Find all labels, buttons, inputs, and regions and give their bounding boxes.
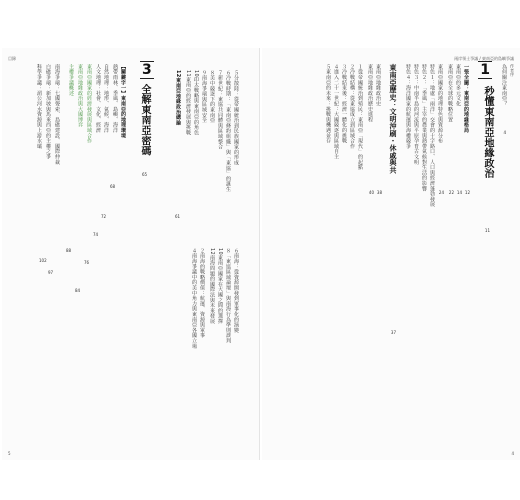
toc-entry[interactable]: 特色１：地處「兩洋」交會的十字路口、人口與經濟蓬勃發展 bbox=[429, 64, 435, 208]
running-head: 目錄 bbox=[8, 56, 16, 61]
toc-entry[interactable]: 東南亞地緣政治史 bbox=[375, 64, 381, 107]
toc-entry[interactable]: ２南海的戰略價值：航運、資源與軍事 bbox=[199, 248, 205, 339]
toc-entry[interactable]: 特色４：海洋國家的航運與海權競爭 bbox=[405, 64, 411, 149]
part-title[interactable]: 全解東南亞密碼 bbox=[139, 84, 150, 157]
toc-entry[interactable]: ３冷戰結束後：經濟一體化的挑戰 bbox=[341, 64, 347, 144]
toc-entry[interactable]: 10印太戰略與東南亞的角色 bbox=[193, 70, 199, 136]
folio: 4 bbox=[511, 451, 514, 456]
page-number: 102 bbox=[39, 258, 47, 263]
page-number: 76 bbox=[84, 260, 90, 265]
page-number: 22 bbox=[448, 190, 454, 195]
page-number: 38 bbox=[376, 190, 382, 195]
page-number: 74 bbox=[93, 232, 99, 237]
toc-entry[interactable]: ７新世紀：東協共同體與區域整合 bbox=[217, 70, 223, 150]
folio: 5 bbox=[8, 451, 11, 456]
toc-entry[interactable]: 科學爭議：湄公河水資源與上游水壩 bbox=[36, 64, 42, 149]
page-number: 72 bbox=[101, 214, 107, 219]
toc-entry[interactable]: ６冷戰時期：「東南亞條約組織」與「東協」的誕生 bbox=[225, 70, 231, 192]
toc-entry[interactable]: 【關鍵字一】東南亞的地理環境 bbox=[120, 64, 126, 139]
toc-entry[interactable]: 特色３：中南半島的河流與平原孕育古文明 bbox=[413, 64, 419, 165]
part-title[interactable]: 秒懂東南亞地緣政治 bbox=[482, 86, 493, 179]
page-number: 88 bbox=[66, 248, 72, 253]
page-number: 65 bbox=[142, 172, 148, 177]
toc-entry[interactable]: 特色２：「季風」主宰的農業與熱帶氣候對生活的影響 bbox=[421, 64, 427, 192]
toc-entry[interactable]: 東南亞地緣政治與大國博弈 bbox=[77, 64, 83, 128]
toc-entry[interactable]: １從帝國統治到殖民：東南亞「現代」的起點 bbox=[357, 64, 363, 170]
toc-entry[interactable]: 東南亞國家的經濟發展與區域合作 bbox=[86, 64, 92, 144]
toc-entry[interactable]: 一張全圖：東南亞的地緣格局 bbox=[463, 64, 469, 133]
part-number: 1 bbox=[480, 62, 490, 78]
toc-entry[interactable]: ４南海爭議中的美中角力與東南亞各國立場 bbox=[191, 248, 197, 349]
toc-entry[interactable]: 12南海問題的國際法與未來發展 bbox=[209, 248, 215, 324]
running-head: 兩岸領土爭議 / 東南亞的島嶼爭議 bbox=[454, 56, 514, 61]
toc-entry[interactable]: 人文地理：社會、文化、經濟 bbox=[95, 64, 101, 133]
page-number: 37 bbox=[390, 330, 396, 335]
toc-entry[interactable]: ６南海：從資源開發到軍事化的演變 bbox=[233, 248, 239, 333]
toc-entry[interactable]: 熱帶雨林、季風、島嶼、海洋 bbox=[112, 64, 118, 133]
toc-entry[interactable]: 東南亞國家的地理特色與資源分布 bbox=[437, 64, 443, 144]
toc-entry[interactable]: ９南海爭端與區域安全 bbox=[201, 70, 207, 123]
toc-entry[interactable]: 10東南亞國家在大國之間的選擇 bbox=[217, 248, 223, 324]
toc-entry[interactable]: ４進入二十一世紀：大國競逐與區域自主 bbox=[333, 64, 339, 160]
toc-entry[interactable]: 主權爭議概述 bbox=[68, 64, 74, 96]
toc-entry[interactable]: 南海爭端：七國聲索、島礁建設、國際仲裁 bbox=[54, 64, 60, 165]
left-page bbox=[2, 48, 260, 460]
toc-entry[interactable]: ８「東協區域論壇」與南海行為準則談判 bbox=[225, 248, 231, 344]
page-number: 68 bbox=[110, 184, 116, 189]
toc-entry[interactable]: 自然地理：地形、氣候、海洋 bbox=[103, 64, 109, 133]
front-matter-title[interactable]: 為何關注東南亞？ bbox=[501, 64, 507, 107]
page-number: 24 bbox=[438, 190, 444, 195]
page-number: 12 bbox=[464, 190, 470, 195]
page-number: 14 bbox=[456, 190, 462, 195]
gutter bbox=[259, 48, 260, 460]
section-title[interactable]: 東南亞歷史：文明沖刷・休戚與共 bbox=[389, 64, 397, 174]
front-matter-label: 作者序 bbox=[510, 64, 515, 77]
toc-entry[interactable]: ２冷戰結構：從東協成立到區域合作 bbox=[349, 64, 355, 149]
toc-entry[interactable]: 東南亞的多元文化 bbox=[455, 64, 461, 107]
toc-entry[interactable]: ５東南亞的未來：挑戰與機遇並存 bbox=[325, 64, 331, 144]
toc-entry[interactable]: ８美中競逐下的東南亞 bbox=[209, 70, 215, 123]
page-number: 40 bbox=[368, 190, 374, 195]
toc-entry[interactable]: 東南亞地緣政治歷史進程 bbox=[367, 64, 373, 123]
page-number: 84 bbox=[75, 288, 81, 293]
part-number: 3 bbox=[142, 62, 152, 78]
toc-entry[interactable]: 東南亞在全球的戰略位置 bbox=[447, 64, 453, 123]
toc-entry[interactable]: ５分散陸：從帝國統治到民族國家的形成 bbox=[233, 70, 239, 166]
page-number: 4 bbox=[503, 130, 506, 135]
toc-entry[interactable]: 11東南亞的經濟發展與挑戰 bbox=[185, 70, 191, 136]
page-number: 97 bbox=[48, 270, 54, 275]
page-number: 11 bbox=[484, 228, 490, 233]
toc-entry[interactable]: 白礁爭端：新加坡與馬來西亞的主權之爭 bbox=[45, 64, 51, 160]
right-page bbox=[262, 48, 520, 460]
toc-entry[interactable]: 12東南亞地緣政治總論 bbox=[175, 70, 181, 126]
page-number: 61 bbox=[175, 214, 181, 219]
